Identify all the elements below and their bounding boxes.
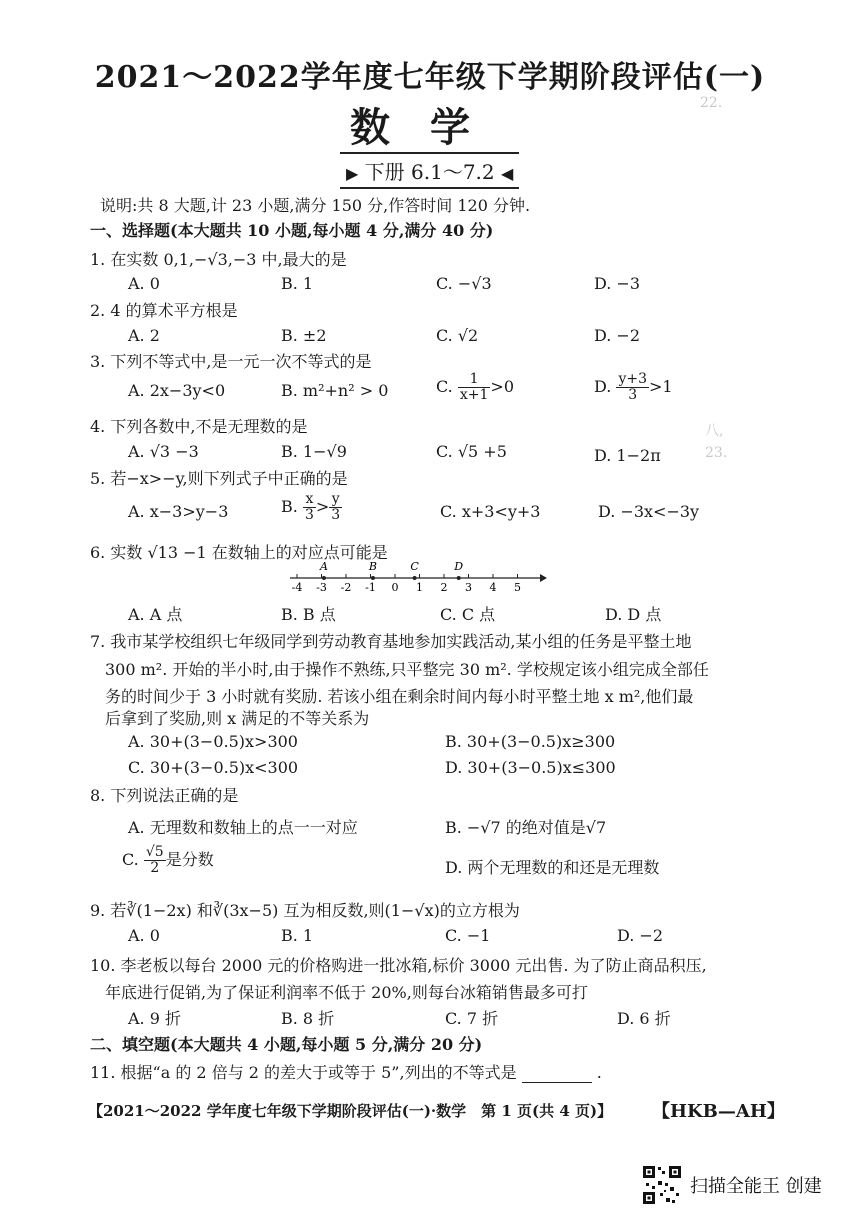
bleed-through-text: 八, [705, 423, 724, 439]
question-9: 9. 若∛(1−2x) 和∛(3x−5) 互为相反数,则(1−√x)的立方根为 [90, 901, 520, 920]
section-heading-fill: 二、填空题(本大题共 4 小题,每小题 5 分,满分 20 分) [90, 1035, 483, 1054]
question-8: 8. 下列说法正确的是 [90, 786, 239, 805]
option-d: D. −3 [594, 274, 641, 293]
option-d: D. 两个无理数的和还是无理数 [445, 858, 660, 877]
option-a: A. A 点 [128, 605, 183, 624]
edition-code: 【HKB—AH】 [652, 1101, 785, 1122]
question-4: 4. 下列各数中,不是无理数的是 [90, 417, 308, 436]
question-7-line-2: 300 m². 开始的半小时,由于操作不熟练,只平整完 30 m². 学校规定该小组完成全部任 [105, 660, 709, 679]
point-marker [457, 576, 461, 580]
number-line [285, 558, 550, 598]
subject-title: 数学 [350, 104, 510, 151]
section-heading-choice: 一、选择题(本大题共 10 小题,每小题 4 分,满分 40 分) [90, 221, 494, 240]
tick-label: 1 [416, 581, 423, 594]
option-a: A. 0 [128, 926, 160, 945]
left-triangle-icon: ◀ [501, 164, 514, 183]
option-c: C. √2 [436, 326, 479, 345]
fraction: $\frac{y+3}{3}$ [618, 371, 647, 403]
option-d: D. 1−2π [594, 446, 661, 465]
option-d: D. $\frac{y+3}{3}$ >1 [594, 371, 673, 403]
option-c: C. $\frac{√5}{2}$ 是分数 [122, 844, 214, 876]
option-b: B. 8 折 [281, 1009, 335, 1028]
bleed-through-text: 22. [700, 95, 723, 111]
point-label: B [368, 560, 377, 573]
option-c: C. x+3<y+3 [440, 502, 541, 521]
option-d: D. 6 折 [617, 1009, 671, 1028]
question-1: 1. 在实数 0,1,−√3,−3 中,最大的是 [90, 250, 347, 269]
tick-label: -1 [365, 581, 376, 594]
question-5: 5. 若−x>−y,则下列式子中正确的是 [90, 469, 348, 488]
qr-code-icon [642, 1165, 682, 1205]
option-a: A. 0 [128, 274, 160, 293]
instructions: 说明:共 8 大题,计 23 小题,满分 150 分,作答时间 120 分钟. [100, 196, 531, 215]
arrow-right-icon [540, 574, 547, 582]
option-b: B. 1 [281, 274, 314, 293]
tick-label: 4 [489, 581, 497, 594]
option-b: B. ±2 [281, 326, 327, 345]
fraction: $\frac{1}{x+1}$ [459, 371, 489, 403]
option-a: A. 9 折 [128, 1009, 181, 1028]
option-a: A. x−3>y−3 [128, 502, 229, 521]
option-c: C. 30+(3−0.5)x<300 [128, 758, 299, 777]
option-a: A. 30+(3−0.5)x>300 [128, 732, 298, 751]
point-marker [371, 576, 375, 580]
fraction: $\frac{y}{3}$ [331, 491, 341, 523]
question-11: 11. 根据“a 的 2 倍与 2 的差大于或等于 5”,列出的不等式是 . [90, 1063, 602, 1082]
right-triangle-icon: ▶ [346, 164, 359, 183]
option-d: D. −2 [617, 926, 664, 945]
question-7-line-1: 7. 我市某学校组织七年级同学到劳动教育基地参加实践活动,某小组的任务是平整土地 [90, 632, 692, 651]
option-d: D. −2 [594, 326, 641, 345]
point-label: D [454, 560, 464, 573]
bleed-through-text: 23. [705, 445, 728, 461]
question-3: 3. 下列不等式中,是一元一次不等式的是 [90, 352, 372, 371]
scope-text: 下册 6.1～7.2 [364, 160, 495, 184]
page-footer: 【2021～2022 学年度七年级下学期阶段评估(一)·数学 第 1 页(共 4 页)】 [88, 1102, 613, 1120]
option-d: D. 30+(3−0.5)x≤300 [445, 758, 616, 777]
tick-label: -4 [291, 581, 303, 594]
option-c: C. −1 [445, 926, 491, 945]
tick-label: 5 [514, 581, 521, 594]
option-d: D. D 点 [605, 605, 662, 624]
question-10-line-1: 10. 李老板以每台 2000 元的价格购进一批冰箱,标价 3000 元出售. 为了防止商品积压, [90, 956, 707, 975]
option-c: C. C 点 [440, 605, 496, 624]
fraction: $\frac{√5}{2}$ [145, 844, 164, 876]
option-b: B. m²+n² > 0 [281, 381, 389, 400]
option-c: C. √5 +5 [436, 442, 507, 461]
option-b: B. 1 [281, 926, 314, 945]
option-b: B. B 点 [281, 605, 336, 624]
tick-label: 0 [391, 581, 399, 594]
option-a: A. 2x−3y<0 [128, 381, 226, 400]
option-a: A. 无理数和数轴上的点一一对应 [128, 818, 358, 837]
option-c: C. $\frac{1}{x+1}$ >0 [436, 371, 514, 403]
option-c: C. −√3 [436, 274, 492, 293]
scope-banner [340, 152, 519, 189]
question-7-line-4: 后拿到了奖励,则 x 满足的不等关系为 [105, 709, 370, 728]
option-b: B. 30+(3−0.5)x≥300 [445, 732, 616, 751]
question-2: 2. 4 的算术平方根是 [90, 301, 238, 320]
question-7-line-3: 务的时间少于 3 小时就有奖励. 若该小组在剩余时间内每小时平整土地 x m²,他们最 [105, 687, 694, 706]
exam-title: 2021～2022学年度七年级下学期阶段评估(一) [94, 60, 766, 95]
tick-label: 2 [440, 581, 448, 594]
point-marker [413, 576, 417, 580]
fraction: $\frac{x}{3}$ [304, 491, 314, 523]
question-10-line-2: 年底进行促销,为了保证利润率不低于 20%,则每台冰箱销售最多可打 [105, 983, 588, 1002]
option-b: B. 1−√9 [281, 442, 347, 461]
option-b: B. $\frac{x}{3}$ > $\frac{y}{3}$ [281, 491, 341, 523]
point-marker [322, 576, 326, 580]
option-c: C. 7 折 [445, 1009, 499, 1028]
tick-label: -3 [316, 581, 327, 594]
option-a: A. √3 −3 [128, 442, 199, 461]
option-b: B. −√7 的绝对值是√7 [445, 818, 607, 837]
option-a: A. 2 [128, 326, 160, 345]
scanner-watermark: 扫描全能王 创建 [690, 1176, 822, 1197]
option-d: D. −3x<−3y [598, 502, 700, 521]
point-label: C [410, 560, 419, 573]
tick-label: -2 [340, 581, 352, 594]
answer-blank[interactable] [522, 1068, 592, 1083]
question-6: 6. 实数 √13 −1 在数轴上的对应点可能是 [90, 543, 388, 562]
point-label: A [319, 560, 328, 573]
tick-label: 3 [465, 581, 472, 594]
